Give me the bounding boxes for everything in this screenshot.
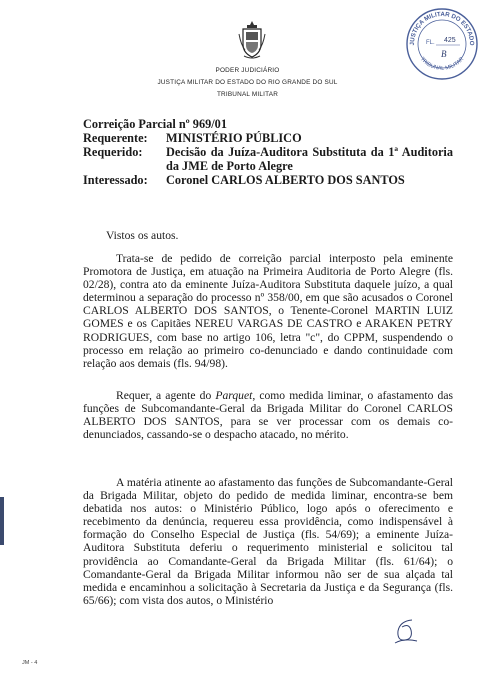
header-court-name: JUSTIÇA MILITAR DO ESTADO DO RIO GRANDE DO SUL xyxy=(157,79,338,86)
paragraph-2 xyxy=(83,389,453,441)
coat-of-arms-icon xyxy=(237,20,267,60)
interessado-value: Coronel CARLOS ALBERTO DOS SANTOS xyxy=(166,173,405,187)
stamp-initials: B xyxy=(441,49,447,59)
requerido-label: Requerido: xyxy=(83,145,143,159)
page-number-stamp xyxy=(404,6,480,82)
binding-mark xyxy=(0,497,4,545)
paragraph-2-container xyxy=(83,389,453,441)
case-header xyxy=(83,117,453,187)
rubric-signature xyxy=(392,617,420,647)
paragraph-1: Trata-se de pedido de correição parcial interposto pela eminente Promotora de Justiça, em atuação na Primeira Auditoria de Porto Alegre (fls. 02/28), contra ato da eminente Juíza-Auditora Substituta daquele juízo, a qual determinou a separação do processo nº 358/00, em que são acusados o Coronel CARLOS ALBERTO DOS SANTOS, o Tenente-Coronel MARTIN LUIZ GOMES e os Capitães NEREU VARGAS DE CASTRO e ARAKEN PETRY RODRIGUES, com base no artigo 106, letra "c", do CPPM, suspendendo o processo em relação ao primeiro co-denunciado e dando continuidade com relação aos demais (fls. 94/98). xyxy=(83,252,453,370)
case-title: Correição Parcial nº 969/01 xyxy=(83,117,227,131)
paragraph-2-start: Requer, a agente do xyxy=(116,389,216,402)
stamp-folio-number: 425 xyxy=(444,37,456,44)
paragraph-2-rest: , como medida liminar, o afastamento das funções de Subcomandante-Geral da Brigada Militar do Coronel CARLOS ALBERTO DOS SANTOS, para se ver processar com os demais co-denunciados, cassando-se o despacho atacado, no mérito. xyxy=(83,389,453,442)
opening-line xyxy=(83,229,453,242)
header-power: PODER JUDICIÁRIO xyxy=(215,67,280,74)
paragraph-1-container xyxy=(83,252,453,370)
header-tribunal: TRIBUNAL MILITAR xyxy=(216,91,279,98)
interessado-label: Interessado: xyxy=(83,173,148,187)
stamp-fl-label: FL. xyxy=(426,40,435,46)
parquet-term: Parquet xyxy=(215,389,253,402)
paragraph-vistos: Vistos os autos. xyxy=(106,229,179,242)
requerido-value: Decisão da Juíza-Auditora Substituta da 1ª Auditoria da JME de Porto Alegre xyxy=(166,145,453,173)
requerente-label: Requerente: xyxy=(83,131,148,145)
stamp-bottom-text: TRIBUNAL MILITAR xyxy=(418,56,466,72)
form-code: JM - 4 xyxy=(22,660,38,666)
paragraph-3-container xyxy=(83,476,453,607)
requerente-value: MINISTÉRIO PÚBLICO xyxy=(166,131,302,145)
paragraph-3: A matéria atinente ao afastamento das funções de Subcomandante-Geral da Brigada Militar, objeto do pedido de medida liminar, encontra-se bem debatida nos autos: o Ministério Público, logo após o oferecimento e recebimento da denúncia, requereu essa providência, como indispensável à formação do Conselho Especial de Justiça (fls. 54/69); a eminente Juíza-Auditora Substituta deferiu o requerimento ministerial e solicitou tal providência ao Comandante-Geral da Brigada Militar (fls. 61/64); o Comandante-Geral da Brigada Militar informou não ser de sua alçada tal medida e encaminhou a solicitação à Secretaria da Justiça e da Segurança (fls. 65/66); com vista dos autos, o Ministério xyxy=(83,476,453,607)
stamp-top-text: JUSTIÇA MILITAR DO ESTADO xyxy=(408,10,476,46)
svg-text:JUSTIÇA MILITAR DO ESTADO xyxy=(409,11,475,46)
